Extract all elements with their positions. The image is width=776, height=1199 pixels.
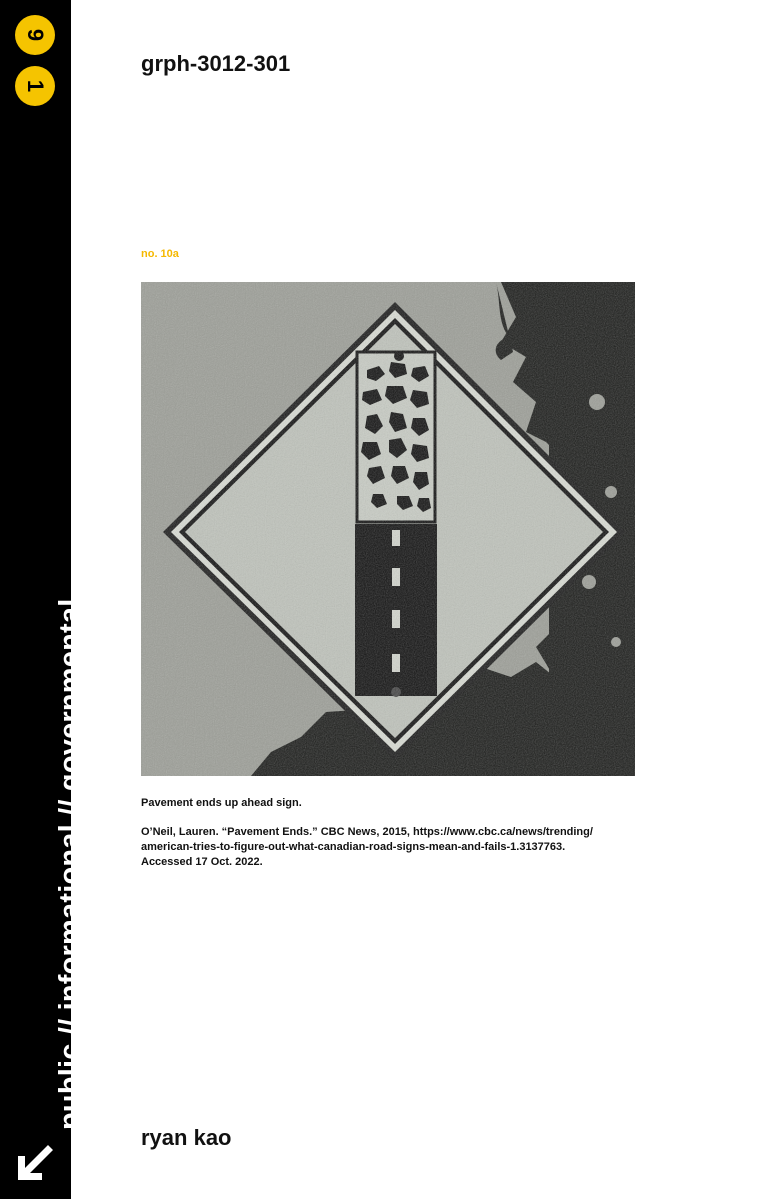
figure-photo: [141, 282, 635, 776]
page-number-digit-tens: 9: [15, 15, 55, 55]
figure-caption: Pavement ends up ahead sign.: [141, 797, 302, 809]
figure-citation: [141, 825, 661, 870]
course-code: grph-3012-301: [141, 51, 291, 76]
arrow-down-left-icon: [15, 1143, 55, 1183]
citation-line: O’Neil, Lauren. “Pavement Ends.” CBC News, 2015, https://www.cbc.ca/news/trending/: [141, 826, 593, 838]
figure-number: no. 10a: [141, 248, 179, 260]
citation-line: Accessed 17 Oct. 2022.: [141, 856, 263, 868]
section-title-vertical: public // informational // governmental: [54, 598, 86, 1130]
sidebar: [0, 0, 86, 1199]
pavement-ends-sign-image: [141, 282, 635, 776]
author-name: ryan kao: [141, 1125, 232, 1150]
citation-line: american-tries-to-figure-out-what-canadian-road-signs-mean-and-fails-1.3137763.: [141, 841, 566, 853]
page-number-digit-ones: 1: [15, 66, 55, 106]
